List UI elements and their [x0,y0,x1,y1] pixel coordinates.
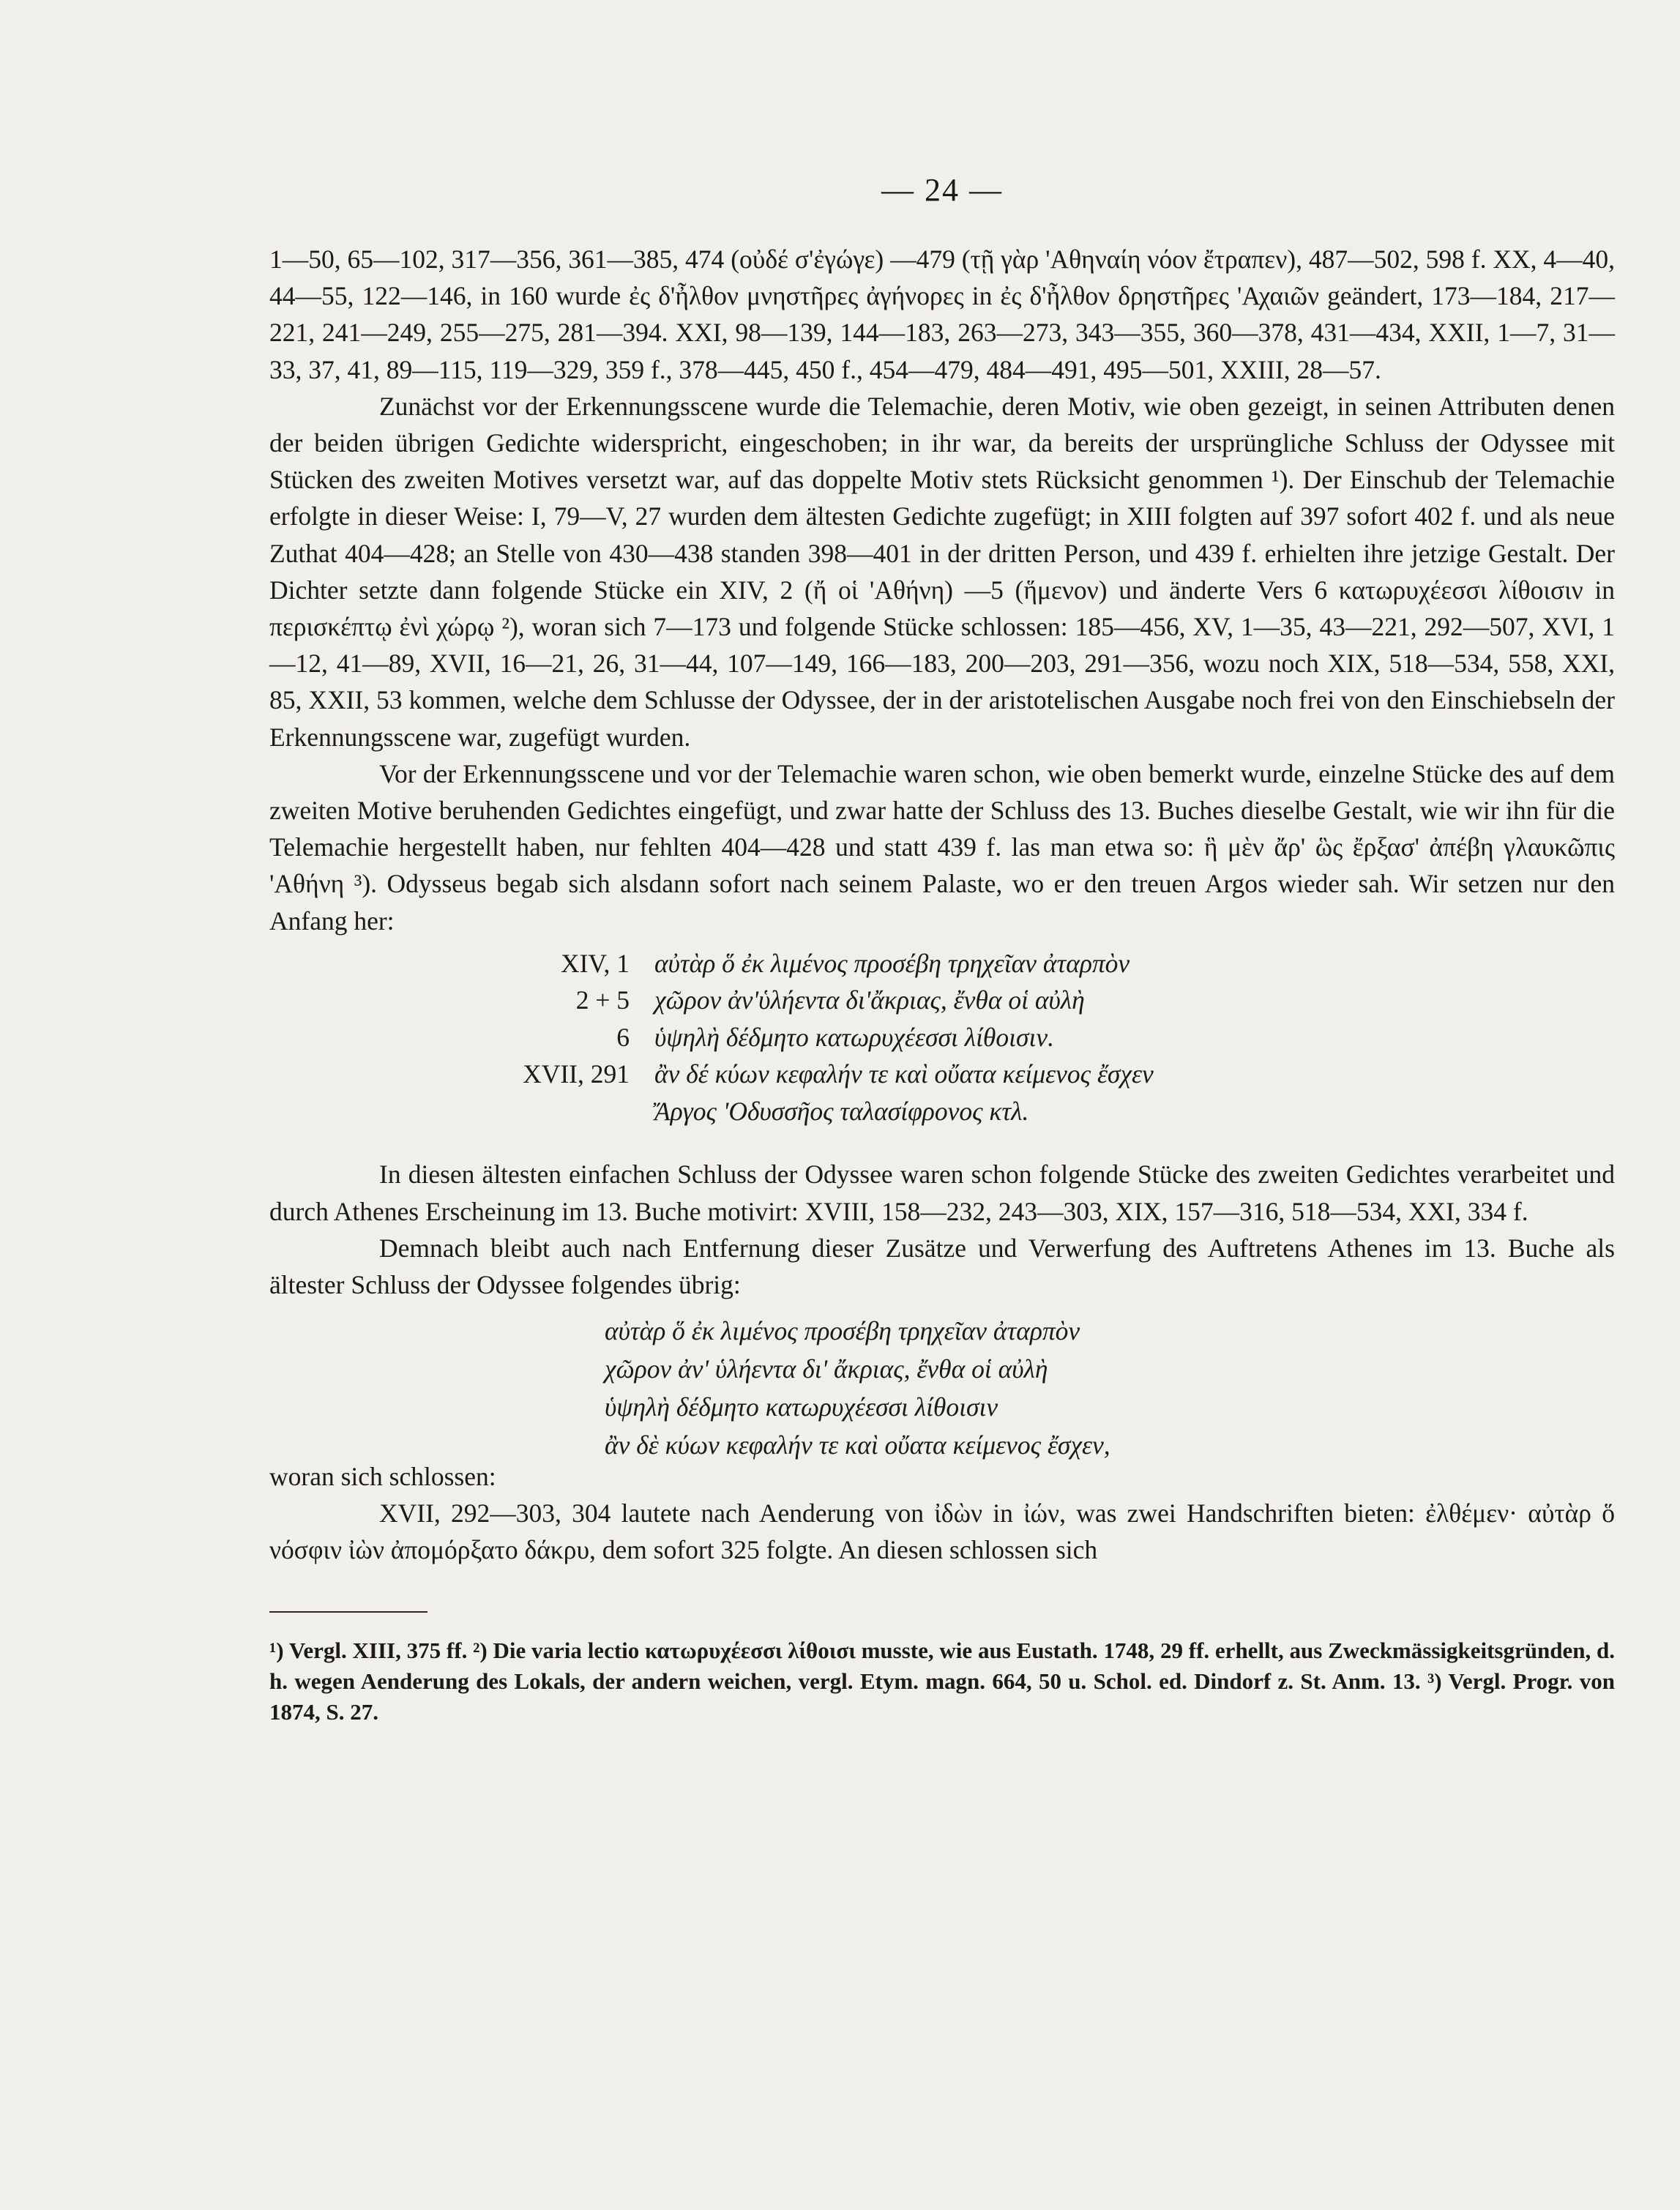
greek-verse-line: χῶρον ἀν' ὑλήεντα δι' ἄκριας, ἔνθα οἱ αὐλὴ [605,1354,1048,1384]
verse-row [269,1019,1615,1056]
verse-reference: XIV, 1 [560,948,630,978]
verse-row [269,945,1615,982]
verse-text: ὑψηλὴ δέδμητο κατωρυχέεσσι λίθοισιν. [654,1022,1054,1052]
paragraph-demnach: Demnach bleibt auch nach Entfernung dieser Zusätze und Verwerfung des Auftretens Athenes im 13. Buche als ältester Schluss der Odyssee folgendes übrig: [269,1233,1615,1299]
paragraph-xvii: XVII, 292—303, 304 lautete nach Aenderung von ἰδὼν in ἰών, was zwei Handschriften bieten: ἐλθέμεν· αὐτὰρ ὅ νόσφιν ἰὼν ἀπομόρξατο δάκρυ, dem sofort 325 folgte. An diesen schlossen sich [269,1498,1615,1565]
verse-quotation-2 [269,1312,1615,1464]
verse-row [269,1093,1615,1130]
greek-verse-line: ἂν δὲ κύων κεφαλήν τε καὶ οὔατα κείμενος ἔσχεν, [605,1430,1110,1460]
footnotes: ¹) Vergl. XIII, 375 ff. ²) Die varia lectio κατωρυχέεσσι λίθοισι musste, wie aus Eustath. 1748, 29 ff. erhellt, aus Zweckmässigkeitsgründen, d. h. wegen Aenderung des Lokals, der andern weichen, vergl. Etym. magn. 664, 50 u. Schol. ed. Dindorf z. St. Anm. 13. ³) Vergl. Progr. von 1874, S. 27. [269,1637,1615,1725]
verse-reference: 6 [616,1022,630,1052]
paragraph-aeltester-schluss: In diesen ältesten einfachen Schluss der Odyssee waren schon folgende Stücke des zweiten Gedichtes verarbeitet und durch Athenes Erscheinung im 13. Buche motivirt: XVIII, 158—232, 243—303, XIX, 157—316, 518—534, XXI, 334 f. [269,1160,1615,1226]
paragraph-telemachie: Zunächst vor der Erkennungsscene wurde die Telemachie, deren Motiv, wie oben gezeigt, in seinen Attributen denen der beiden übrigen Gedichte widerspricht, eingeschoben; in ihr war, da bereits der ursprüngliche Schluss der Odyssee mit Stücken des zweiten Motives versetzt war, auf das doppelte Motiv stets Rücksicht genommen ¹). Der Einschub der Telemachie erfolgte in dieser Weise: I, 79—V, 27 wurden dem ältesten Gedichte zugefügt; in XIII folgten auf 397 sofort 402 f. und als neue Zuthat 404—428; an Stelle von 430—438 standen 398—401 in der dritten Person, und 439 f. erhielten ihre jetzige Gestalt. Der Dichter setzte dann folgende Stücke ein XIV, 2 (ἤ οἱ 'Αθήνη) —5 (ἥμενον) und änderte Vers 6 κατωρυχέεσσι λίθοισιν in περισκέπτῳ ἐνὶ χώρῳ ²), woran sich 7—173 und folgende Stücke schlossen: 185—456, XV, 1—35, 43—221, 292—507, XVI, 1—12, 41—89, XVII, 16—21, 26, 31—44, 107—149, 166—183, 200—203, 291—356, wozu noch XIX, 518—534, 558, XXI, 85, XXII, 53 kommen, welche dem Schlusse der Odyssee, der in der aristotelischen Ausgabe noch frei von den Einschiebseln der Erkennungsscene war, zugefügt wurden. [269,391,1615,752]
greek-verse-line: αὐτὰρ ὅ ἐκ λιμένος προσέβη τρηχεῖαν ἀταρπὸν [605,1316,1080,1346]
verse-text: Ἄργος 'Οδυσσῆος ταλασίφρονος κτλ. [654,1096,1029,1126]
spacer [269,1138,1615,1156]
paragraph-erkennungsscene: Vor der Erkennungsscene und vor der Telemachie waren schon, wie oben bemerkt wurde, einzelne Stücke des auf dem zweiten Motive beruhenden Gedichtes eingefügt, und zwar hatte der Schluss des 13. Buches dieselbe Gestalt, wie wir ihn für die Telemachie hergestellt haben, nur fehlten 404—428 und statt 439 f. las man etwa so: ἣ μὲν ἄρ' ὣς ἔρξασ' ἀπέβη γλαυκῶπις 'Αθήνη ³). Odysseus begab sich alsdann sofort nach seinem Palaste, wo er den treuen Argos wieder sah. Wir setzen nur den Anfang her: [269,758,1615,936]
paragraph-line-references: 1—50, 65—102, 317—356, 361—385, 474 (οὐδέ σ'ἐγώγε) —479 (τῇ γὰρ 'Αθηναίη νόον ἔτραπεν), 487—502, 598 f. XX, 4—40, 44—55, 122—146, in 160 wurde ἐς δ'ἦλθον μνηστῆρες ἀγήνορες in ἐς δ'ἦλθον δρηστῆρες 'Αχαιῶν geändert, 173—184, 217—221, 241—249, 255—275, 281—394. XXI, 98—139, 144—183, 263—273, 343—355, 360—378, 431—434, XXII, 1—7, 31—33, 37, 41, 89—115, 119—329, 359 f., 378—445, 450 f., 454—479, 484—491, 495—501, XXIII, 28—57. [269,244,1615,384]
verse-reference: XVII, 291 [523,1059,630,1089]
verse-reference: 2 + 5 [575,985,630,1015]
page-number: — 24 — [881,172,1003,208]
footnote-divider [269,1611,428,1613]
paragraph-woran: woran sich schlossen: [269,1462,496,1492]
verse-text: χῶρον ἀν'ὑλήεντα δι'ἄκριας, ἔνθα οἱ αὐλὴ [654,985,1085,1015]
document-page [269,165,1615,2185]
greek-verse-line: ὑψηλὴ δέδμητο κατωρυχέεσσι λίθοισιν [605,1392,998,1422]
verse-row [269,1056,1615,1093]
verse-text: ἂν δέ κύων κεφαλήν τε καὶ οὔατα κείμενος ἔσχεν [654,1059,1154,1089]
verse-row [269,982,1615,1019]
verse-quotation-1 [269,945,1615,1130]
verse-text: αὐτὰρ ὅ ἐκ λιμένος προσέβη τρηχεῖαν ἀταρπὸν [654,948,1130,978]
